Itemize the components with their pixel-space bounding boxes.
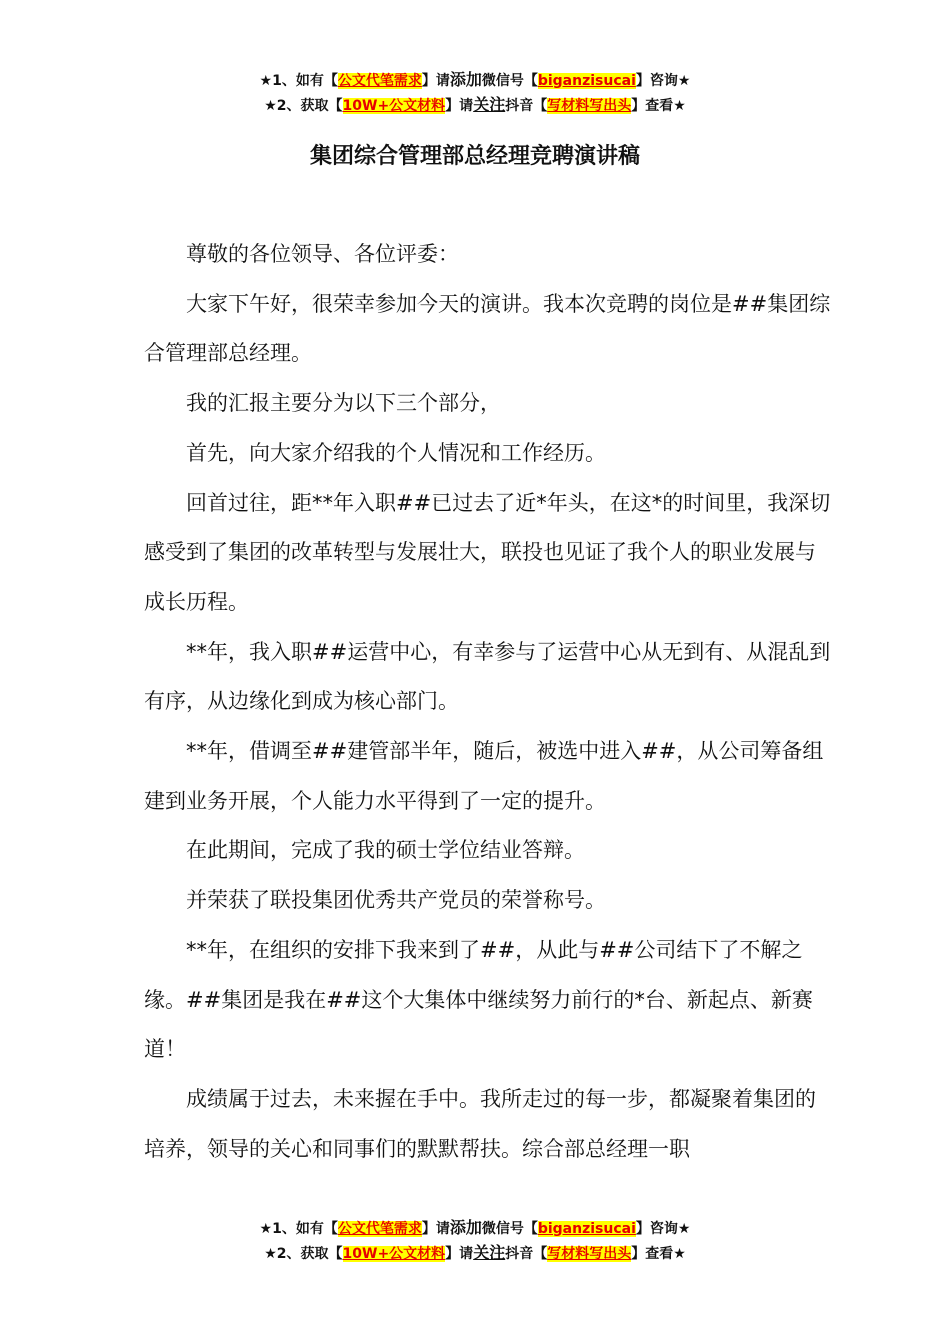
banner-text: 】查看★ bbox=[631, 1246, 686, 1262]
banner-text: ★1、如有【 bbox=[259, 73, 338, 89]
banner-text: 】请 bbox=[421, 1221, 450, 1237]
banner-text: 】请 bbox=[421, 73, 450, 89]
banner-line-2 bbox=[0, 93, 950, 118]
banner-emphasis: 添加 bbox=[449, 1218, 482, 1237]
paragraph: 首先，向大家介绍我的个人情况和工作经历。 bbox=[186, 440, 606, 465]
paragraph: **年，借调至##建管部半年，随后，被选中进入##，从公司筹备组建到业务开展，个人能力水平得到了一定的提升。 bbox=[144, 739, 824, 813]
banner-emphasis: 关注 bbox=[473, 1243, 506, 1262]
paragraph: 尊敬的各位领导、各位评委： bbox=[186, 242, 459, 266]
document-title: 集团综合管理部总经理竞聘演讲稿 bbox=[309, 144, 640, 169]
banner-line-2 bbox=[0, 1241, 950, 1266]
highlight-douyin-account: 写材料写出头 bbox=[547, 1246, 632, 1262]
banner-text: 微信号【 bbox=[481, 73, 538, 89]
document-body bbox=[144, 230, 834, 1174]
paragraph: 并荣获了联投集团优秀共产党员的荣誉称号。 bbox=[186, 888, 606, 913]
top-ad-banner bbox=[0, 68, 950, 118]
paragraph: **年，在组织的安排下我来到了##，从此与##公司结下了不解之缘。##集团是我在##这个大集体中继续努力前行的*台、新起点、新赛道！ bbox=[144, 937, 813, 1062]
paragraph: **年，我入职##运营中心，有幸参与了运营中心从无到有、从混乱到有序，从边缘化到成为核心部门。 bbox=[144, 639, 831, 714]
banner-text: 】查看★ bbox=[631, 98, 686, 114]
banner-emphasis: 添加 bbox=[449, 70, 482, 89]
paragraph: 成绩属于过去，未来握在手中。我所走过的每一步，都凝聚着集团的培养，领导的关心和同事们的默默帮扶。综合部总经理一职 bbox=[144, 1086, 816, 1161]
banner-text: 】咨询★ bbox=[635, 73, 691, 89]
banner-text: 抖音【 bbox=[505, 98, 548, 114]
highlight-wechat-id: biganzisucai bbox=[537, 1221, 636, 1237]
banner-line-1 bbox=[0, 1216, 950, 1241]
banner-text: 】咨询★ bbox=[635, 1221, 691, 1237]
highlight-douyin-account: 写材料写出头 bbox=[547, 98, 632, 114]
banner-text: 】请 bbox=[445, 98, 474, 114]
highlight-materials: 10W+公文材料 bbox=[342, 1246, 446, 1262]
banner-text: 抖音【 bbox=[505, 1246, 548, 1262]
highlight-service: 公文代笔需求 bbox=[337, 73, 422, 89]
banner-text: ★2、获取【 bbox=[264, 98, 343, 114]
banner-line-1 bbox=[0, 68, 950, 93]
bottom-ad-banner bbox=[0, 1216, 950, 1266]
banner-text: ★2、获取【 bbox=[264, 1246, 343, 1262]
paragraph: 大家下午好，很荣幸参加今天的演讲。我本次竞聘的岗位是##集团综合管理部总经理。 bbox=[144, 291, 831, 366]
paragraph: 回首过往，距**年入职##已过去了近*年头，在这*的时间里，我深切感受到了集团的改革转型与发展壮大，联投也见证了我个人的职业发展与成长历程。 bbox=[144, 490, 831, 614]
banner-emphasis: 关注 bbox=[473, 95, 506, 114]
highlight-wechat-id: biganzisucai bbox=[537, 73, 636, 89]
banner-text: ★1、如有【 bbox=[259, 1221, 338, 1237]
highlight-service: 公文代笔需求 bbox=[337, 1221, 422, 1237]
paragraph: 在此期间，完成了我的硕士学位结业答辩。 bbox=[186, 838, 585, 863]
banner-text: 微信号【 bbox=[481, 1221, 538, 1237]
highlight-materials: 10W+公文材料 bbox=[342, 98, 446, 114]
banner-text: 】请 bbox=[445, 1246, 474, 1262]
paragraph: 我的汇报主要分为以下三个部分， bbox=[186, 391, 501, 416]
